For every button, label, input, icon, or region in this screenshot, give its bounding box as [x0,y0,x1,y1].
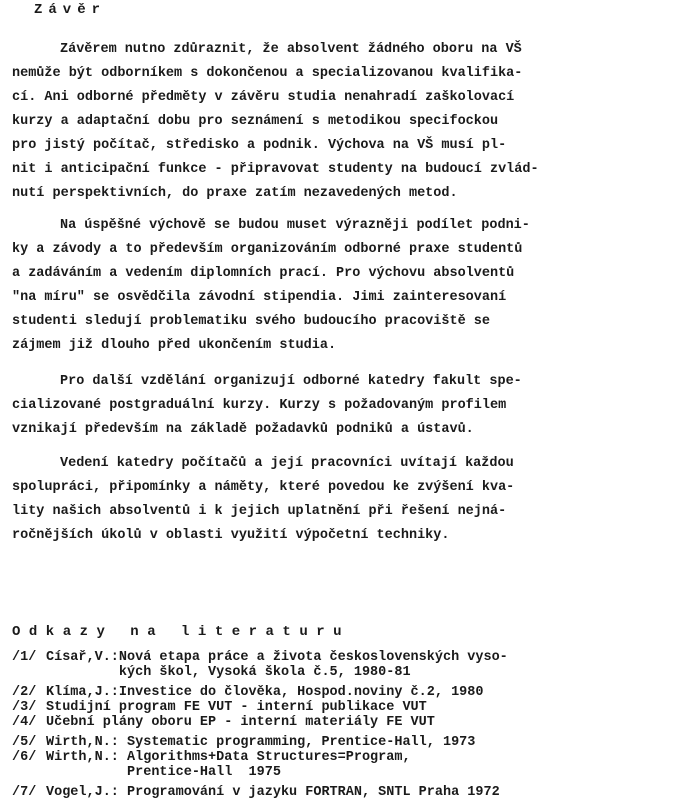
text-line: vznikají především na základě požadavků podniků a ústavů. [12,422,474,437]
reference-number: /6/ [12,750,37,765]
reference-item [12,735,662,750]
text-line: cializované postgraduální kurzy. Kurzy s požadovaným profilem [12,398,507,413]
reference-item [12,785,662,800]
reference-item [12,650,662,680]
reference-number: /5/ [12,735,37,750]
reference-line: Císař,V.:Nová etapa práce a života československých vyso- [46,650,508,665]
text-line: kurzy a adaptační dobu pro seznámení s metodikou specifockou [12,114,499,129]
text-line: nutí perspektivních, do praxe zatím nezavedených metod. [12,186,458,201]
reference-text: Studijní program FE VUT - interní publikace VUT [46,700,427,715]
text-line: ky a závody a to především organizováním odborné praxe studentů [12,242,523,257]
text-line: nit i anticipační funkce - připravovat studenty na budoucí zvlád- [12,162,539,177]
reference-text: Klíma,J.:Investice do člověka, Hospod.noviny č.2, 1980 [46,685,484,700]
text-line: pro jistý počítač, středisko a podnik. Výchova na VŠ musí pl- [12,138,507,153]
paragraph-1 [12,38,662,206]
reference-item [12,715,662,730]
reference-line: kých škol, Vysoká škola č.5, 1980-81 [46,665,411,680]
reference-item [12,750,662,780]
text-line: spolupráci, připomínky a náměty, které povedou ke zvýšení kva- [12,480,515,495]
reference-line: Wirth,N.: Algorithms+Data Structures=Program, [46,750,411,765]
reference-number: /3/ [12,700,37,715]
reference-item [12,700,662,715]
text-line: studenti sledují problematiku svého budoucího pracoviště se [12,314,490,329]
text-line: "na míru" se osvědčila závodní stipendia. Jimi zainteresovaní [12,290,507,305]
reference-text [46,650,508,680]
reference-number: /7/ [12,785,37,800]
reference-text [46,750,411,780]
text-line: zájmem již dlouho před ukončením studia. [12,338,337,353]
text-line: lity našich absolventů i k jejich uplatnění při řešení nejná- [12,504,507,519]
reference-number: /4/ [12,715,37,730]
text-line: Pro další vzdělání organizují odborné katedry fakult spe- [60,374,522,389]
references-heading: Odkazy na literaturu [12,624,351,640]
text-line: Na úspěšné výchově se budou muset výrazněji podílet podni- [60,218,530,233]
text-line: nemůže být odborníkem s dokončenou a specializovanou kvalifika- [12,66,523,81]
text-line: ročnějších úkolů v oblasti využití výpočetní techniky. [12,528,450,543]
text-line: cí. Ani odborné předměty v závěru studia nenahradí zaškolovací [12,90,515,105]
paragraph-4 [12,452,662,548]
paragraph-2 [12,214,662,358]
reference-number: /1/ [12,650,37,665]
reference-text: Vogel,J.: Programování v jazyku FORTRAN, SNTL Praha 1972 [46,785,500,800]
reference-number: /2/ [12,685,37,700]
text-line: Závěrem nutno zdůraznit, že absolvent žádného oboru na VŠ [60,42,522,57]
reference-line: Prentice-Hall 1975 [46,765,281,780]
section-heading: Závěr [34,2,107,18]
references-list [12,650,662,800]
reference-item [12,685,662,700]
text-line: a zadáváním a vedením diplomních prací. Pro výchovu absolventů [12,266,515,281]
paragraph-3 [12,370,662,442]
reference-text: Učební plány oboru EP - interní materiály FE VUT [46,715,435,730]
text-line: Vedení katedry počítačů a její pracovníci uvítají každou [60,456,514,471]
reference-text: Wirth,N.: Systematic programming, Prentice-Hall, 1973 [46,735,476,750]
